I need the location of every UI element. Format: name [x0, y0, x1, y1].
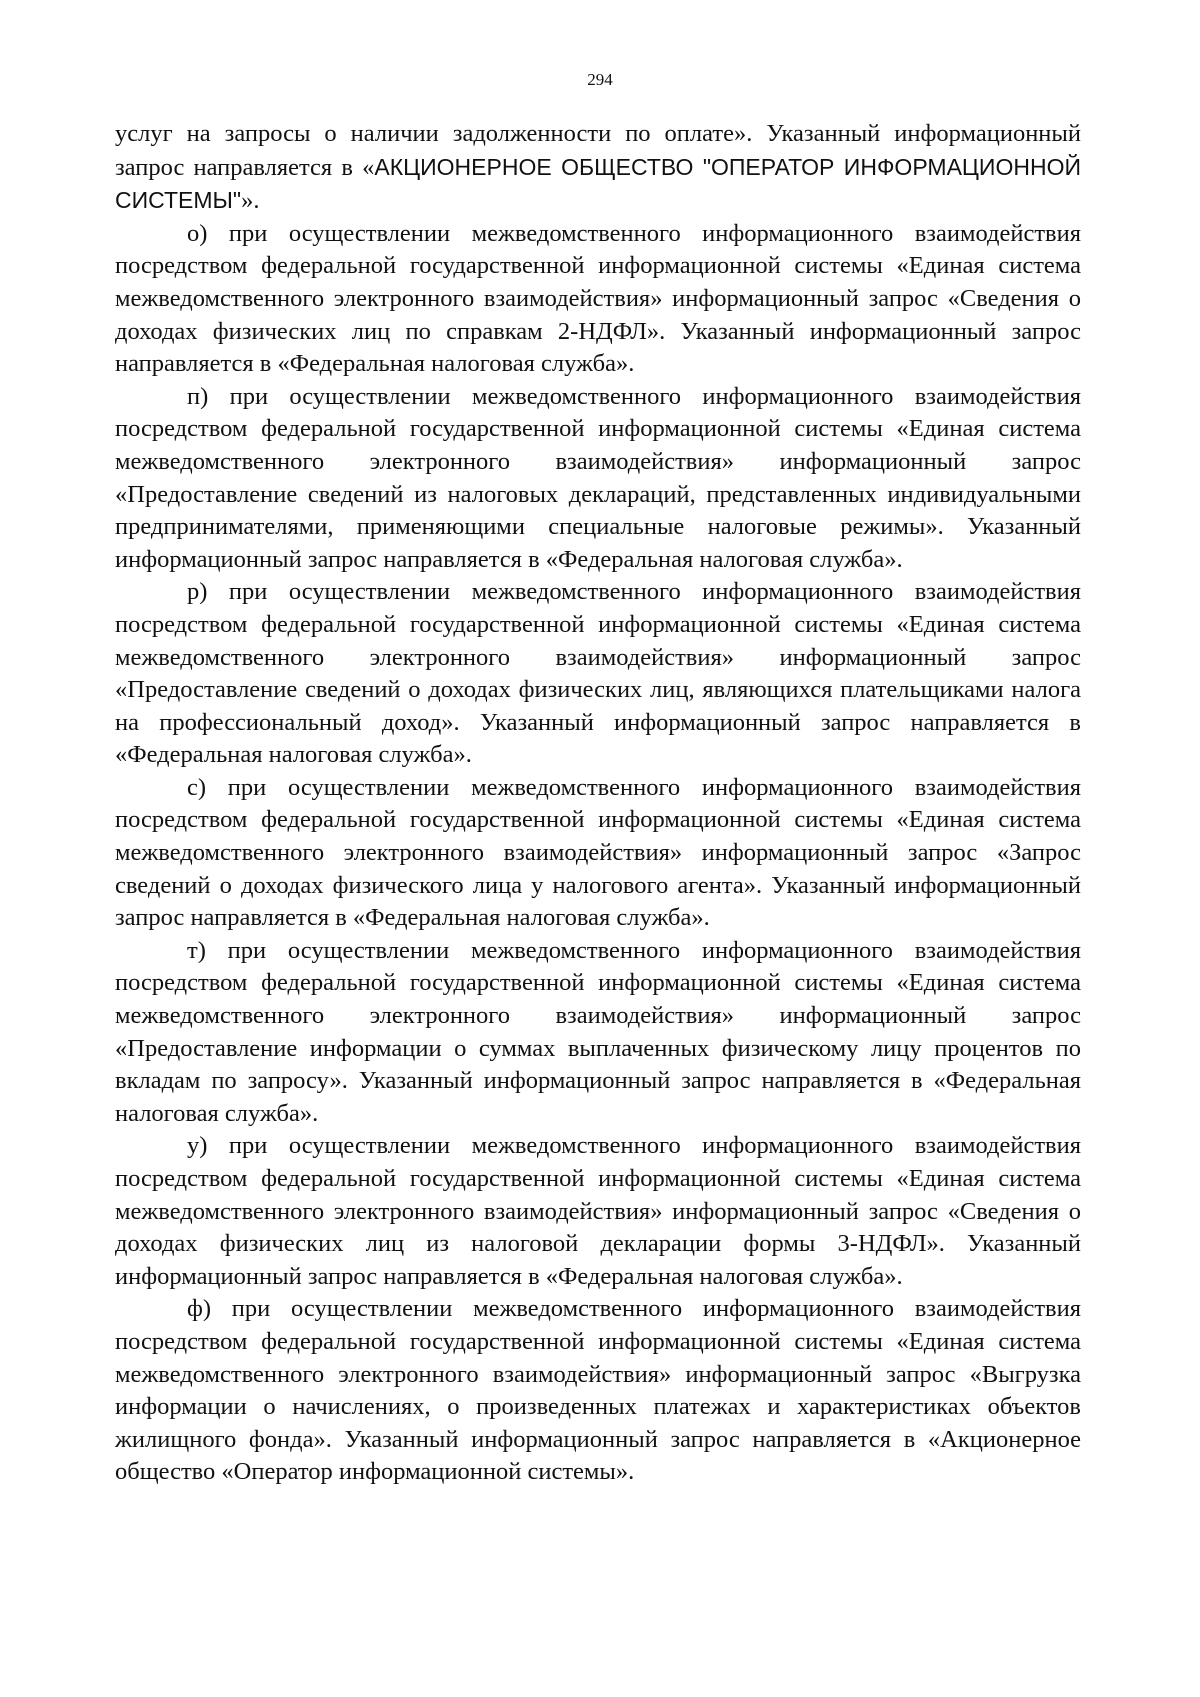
paragraph-continuation-tail: ».: [241, 187, 260, 215]
document-body: [115, 118, 1081, 1489]
paragraph-item-f: ф) при осуществлении межведомственного информационного взаимодействия посредством федеральной государственной информационной системы «Единая система межведомственного электронного взаимодействия» информационный запрос «Выгрузка информации о начислениях, о произведенных платежах и характеристиках объектов жилищного фонда». Указанный информационный запрос направляется в «Акционерное общество «Оператор информационной системы».: [115, 1295, 1081, 1486]
paragraph-item-o: о) при осуществлении межведомственного информационного взаимодействия посредством федеральной государственной информационной системы «Единая система межведомственного электронного взаимодействия» информационный запрос «Сведения о доходах физических лиц по справкам 2-НДФЛ». Указанный информационный запрос направляется в «Федеральная налоговая служба».: [115, 219, 1081, 378]
organization-name: АКЦИОНЕРНОЕ ОБЩЕСТВО "ОПЕРАТОР ИНФОРМАЦИОННОЙ СИСТЕМЫ": [115, 153, 1081, 214]
paragraph-continuation: [115, 118, 1081, 218]
paragraph-item-u: у) при осуществлении межведомственного информационного взаимодействия посредством федеральной государственной информационной системы «Единая система межведомственного электронного взаимодействия» информационный запрос «Сведения о доходах физических лиц из налоговой декларации формы 3-НДФЛ». Указанный информационный запрос направляется в «Федеральная налоговая служба».: [115, 1132, 1081, 1290]
paragraph-item-p: п) при осуществлении межведомственного информационного взаимодействия посредством федеральной государственной информационной системы «Единая система межведомственного электронного взаимодействия» информационный запрос «Предоставление сведений из налоговых деклараций, представленных индивидуальными предпринимателями, применяющими специальные налоговые режимы». Указанный информационный запрос направляется в «Федеральная налоговая служба».: [115, 382, 1081, 573]
paragraph-item-r: р) при осуществлении межведомственного информационного взаимодействия посредством федеральной государственной информационной системы «Единая система межведомственного электронного взаимодействия» информационный запрос «Предоставление сведений о доходах физических лиц, являющихся плательщиками налога на профессиональный доход». Указанный информационный запрос направляется в «Федеральная налоговая служба».: [115, 578, 1081, 769]
paragraph-item-t: т) при осуществлении межведомственного информационного взаимодействия посредством федеральной государственной информационной системы «Единая система межведомственного электронного взаимодействия» информационный запрос «Предоставление информации о суммах выплаченных физическому лицу процентов по вкладам по запросу». Указанный информационный запрос направляется в «Федеральная налоговая служба».: [115, 936, 1081, 1127]
paragraph-item-s: с) при осуществлении межведомственного информационного взаимодействия посредством федеральной государственной информационной системы «Единая система межведомственного электронного взаимодействия» информационный запрос «Запрос сведений о доходах физического лица у налогового агента». Указанный информационный запрос направляется в «Федеральная налоговая служба».: [115, 773, 1081, 932]
paragraph-continuation-text: услуг на запросы о наличии задолженности по оплате». Указанный информационный запрос направляется в «: [115, 120, 1081, 181]
page-number: 294: [587, 70, 613, 89]
